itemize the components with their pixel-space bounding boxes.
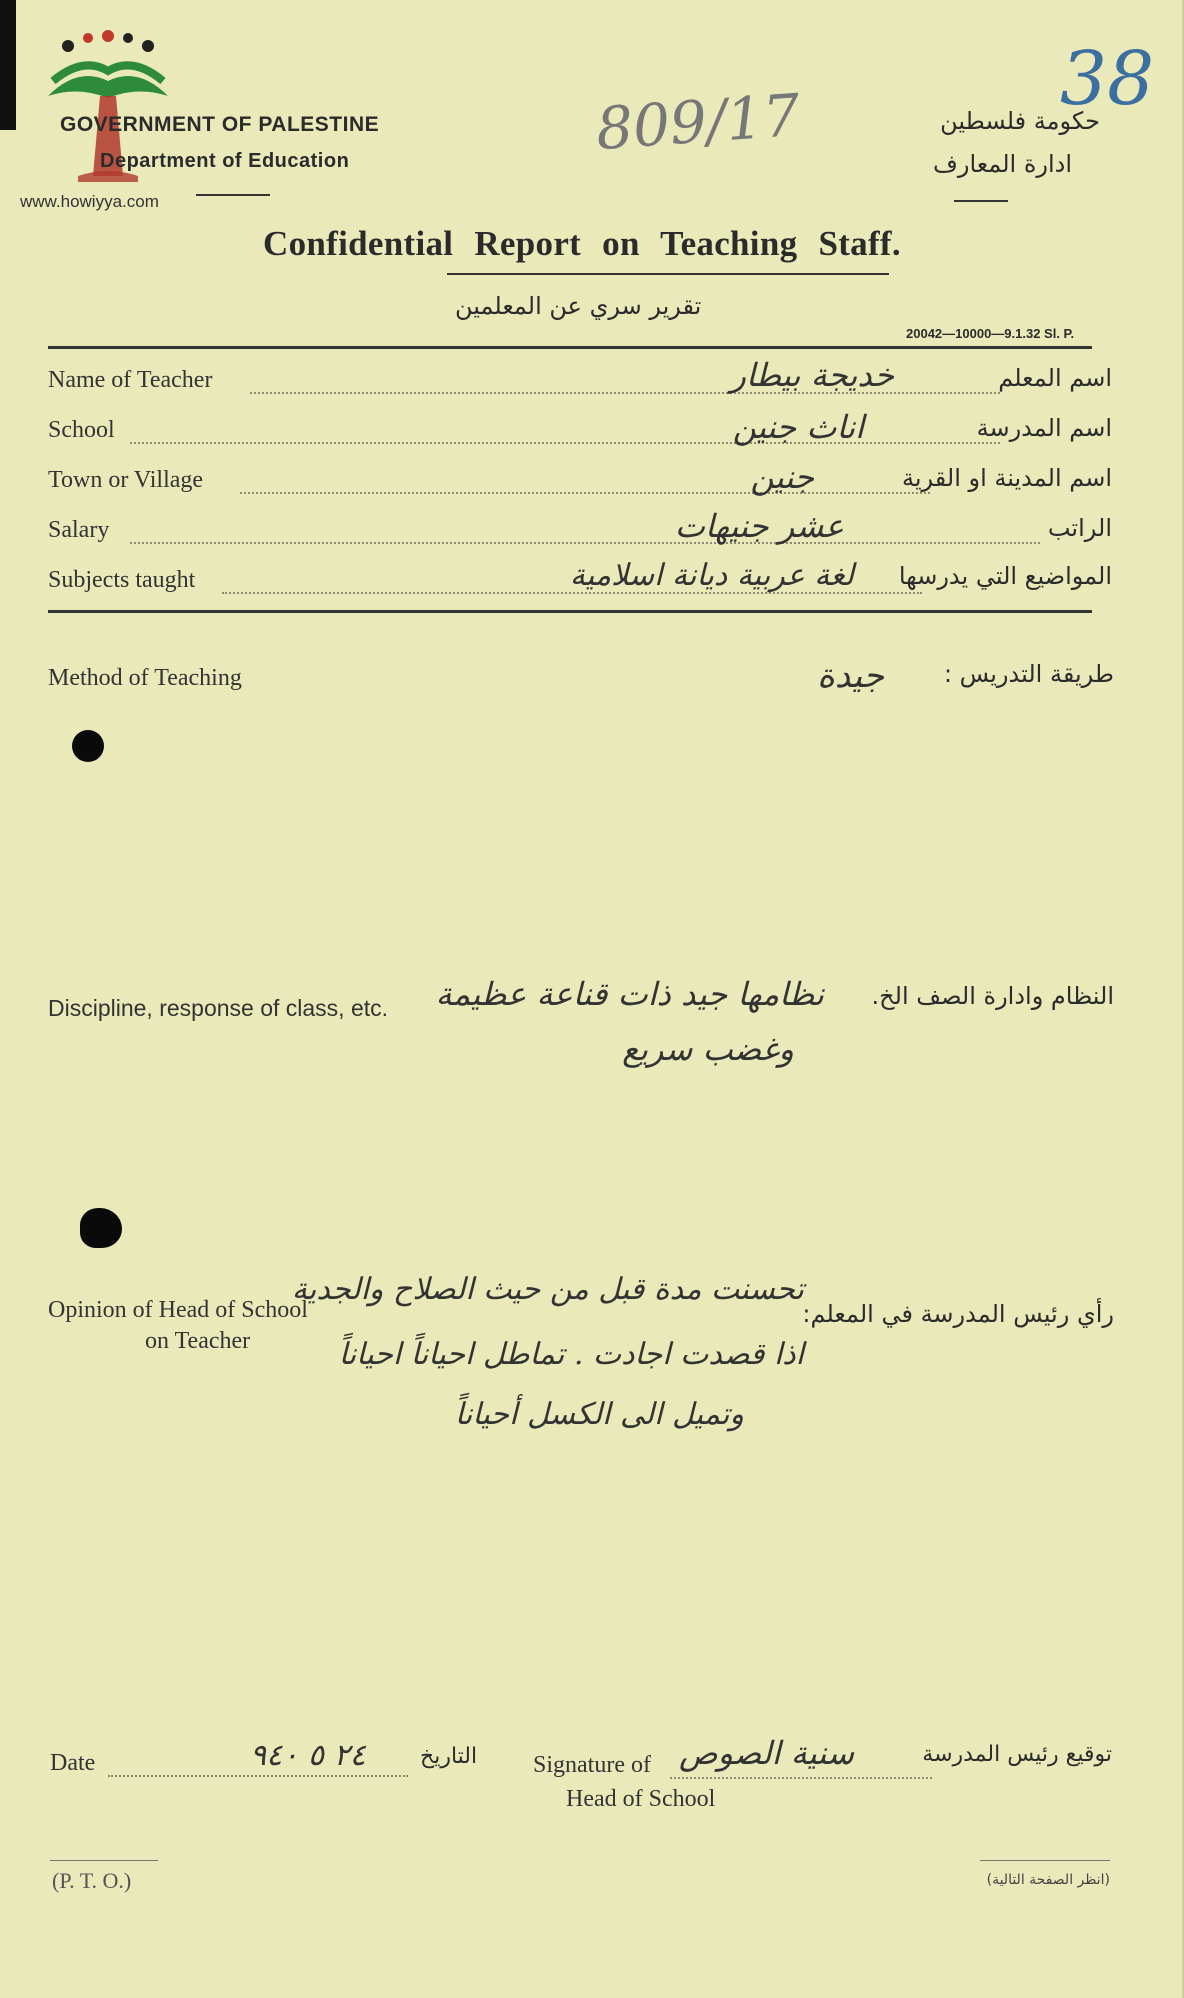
discipline-label-ar: النظام وادارة الصف الخ. xyxy=(871,982,1114,1010)
punch-hole-bottom xyxy=(80,1208,122,1248)
school-line xyxy=(130,442,1000,444)
method-of-teaching-label: Method of Teaching xyxy=(48,665,242,691)
signature-line xyxy=(670,1777,932,1779)
pto-rule-left xyxy=(50,1860,158,1861)
town-or-village-line xyxy=(240,492,930,494)
method-of-teaching-label-ar: طريقة التدريس : xyxy=(943,660,1114,688)
date-value: ٢٤ ٥ ٩٤٠ xyxy=(250,1738,366,1773)
header-rule-left xyxy=(196,194,270,196)
discipline-label: Discipline, response of class, etc. xyxy=(48,995,389,1021)
opinion-label-line2: on Teacher xyxy=(145,1328,251,1354)
town-or-village-label-ar: اسم المدينة او القرية xyxy=(901,464,1112,492)
subjects-taught-value: لغة عربية ديانة اسلامية xyxy=(569,558,854,593)
opinion-label-ar: رأي رئيس المدرسة في المعلم: xyxy=(802,1300,1114,1328)
opinion-label: Opinion of Head of School xyxy=(48,1297,308,1323)
subjects-taught-label: Subjects taught xyxy=(48,567,196,593)
name-of-teacher-value: خديجة بيطار xyxy=(730,356,894,394)
name-of-teacher-label-ar: اسم المعلم xyxy=(998,364,1112,392)
government-heading-ar: حكومة فلسطين xyxy=(940,107,1100,135)
town-or-village-label: Town or Village xyxy=(48,467,204,493)
school-value: اناث جنين xyxy=(732,408,864,446)
report-title-ar: تقرير سري عن المعلمين xyxy=(455,292,702,320)
pto-ar: (انظر الصفحة التالية) xyxy=(986,1872,1110,1888)
signature-label: Signature of xyxy=(533,1752,651,1778)
title-underline xyxy=(447,273,889,275)
school-label: School xyxy=(48,417,115,443)
report-title: Confidential Report on Teaching Staff. xyxy=(263,224,901,263)
government-heading: GOVERNMENT OF PALESTINE xyxy=(60,113,380,136)
salary-label: Salary xyxy=(48,517,110,543)
logo-site-text: www.howiyya.com xyxy=(20,192,159,211)
date-label: Date xyxy=(50,1750,96,1776)
opinion-value-line2: اذا قصدت اجادت . تماطل احياناً احياناً xyxy=(338,1337,804,1372)
department-heading-ar: ادارة المعارف xyxy=(932,150,1072,178)
school-label-ar: اسم المدرسة xyxy=(976,414,1112,442)
salary-label-ar: الراتب xyxy=(1047,514,1112,542)
scan-edge xyxy=(0,0,16,130)
page-number: 38 xyxy=(1060,36,1155,122)
discipline-value-line2: وغضب سريع xyxy=(622,1030,794,1068)
signature-label-line2: Head of School xyxy=(566,1786,716,1812)
print-code: 20042—10000—9.1.32 Sl. P. xyxy=(906,326,1075,341)
discipline-value-line1: نظامها جيد ذات قناعة عظيمة xyxy=(435,975,824,1013)
pto-en: (P. T. O.) xyxy=(52,1868,132,1893)
signature-label-ar: توقيع رئيس المدرسة xyxy=(922,1742,1112,1767)
department-heading: Department of Education xyxy=(100,150,350,172)
opinion-value-line1: تحسنت مدة قبل من حيث الصلاح والجدية xyxy=(291,1272,804,1307)
town-or-village-value: جنين xyxy=(750,458,814,496)
date-label-ar: التاريخ xyxy=(420,1744,478,1769)
table-top-rule xyxy=(48,346,1092,349)
name-of-teacher-label: Name of Teacher xyxy=(48,367,213,393)
opinion-value-line3: وتميل الى الكسل أحياناً xyxy=(454,1397,744,1432)
pto-rule-right xyxy=(980,1860,1110,1861)
salary-line xyxy=(130,542,1040,544)
reference-number: 809/17 xyxy=(593,80,803,164)
punch-hole-top xyxy=(72,730,104,762)
header-rule-right xyxy=(954,200,1008,202)
signature-value: سنية الصوص xyxy=(678,1734,854,1772)
table-bottom-rule xyxy=(48,610,1092,613)
subjects-taught-label-ar: المواضيع التي يدرسها xyxy=(898,562,1112,590)
date-line xyxy=(108,1775,408,1777)
method-of-teaching-value: جيدة xyxy=(817,656,884,696)
salary-value: عشر جنيهات xyxy=(674,507,844,545)
